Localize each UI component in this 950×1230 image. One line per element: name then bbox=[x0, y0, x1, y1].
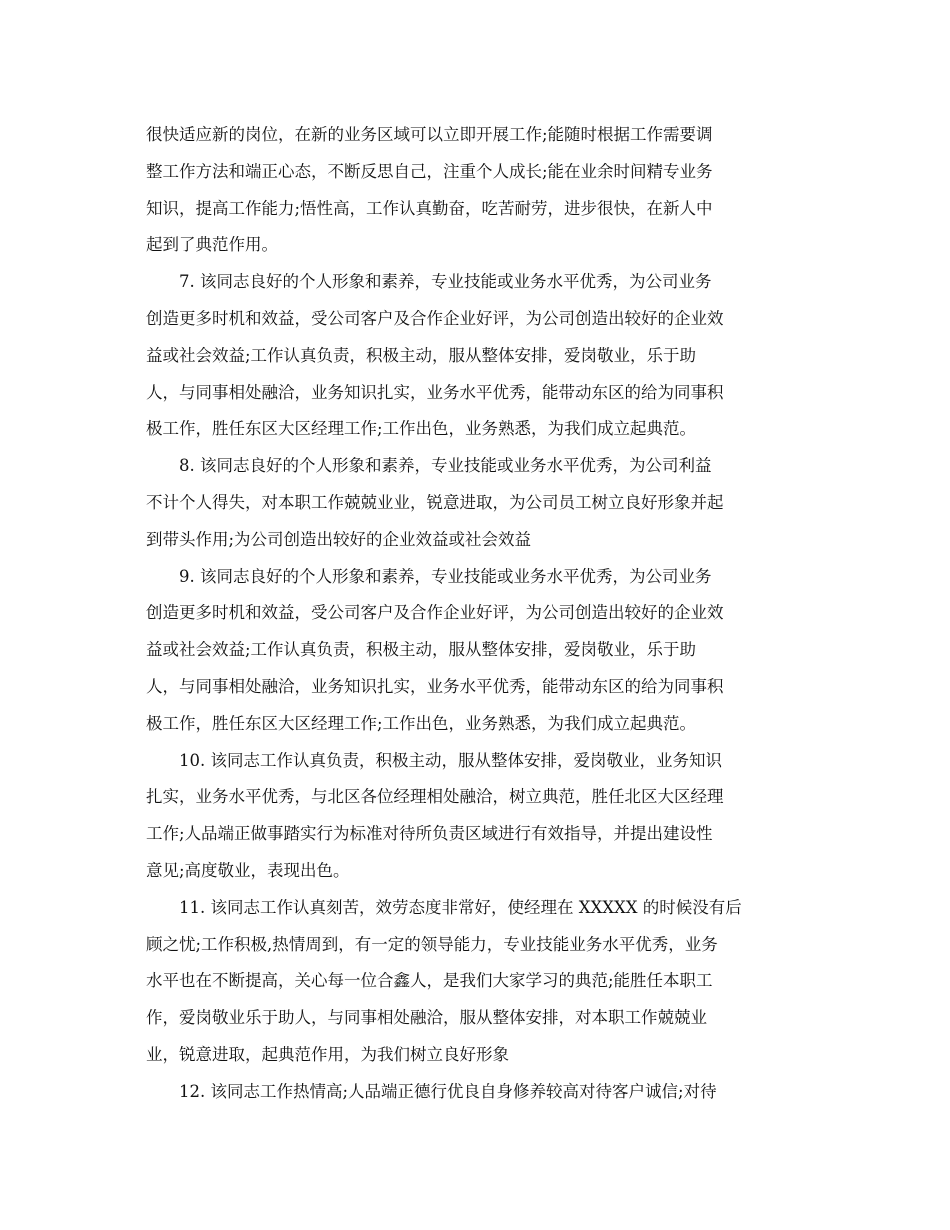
text-line: 11. 该同志工作认真刻苦，效劳态度非常好，使经理在 XXXXX 的时候没有后 bbox=[179, 897, 742, 917]
paragraph-6-continued bbox=[146, 117, 806, 264]
text-line: 知识，提高工作能力;悟性高，工作认真勤奋，吃苦耐劳，进步很快，在新人中 bbox=[146, 198, 713, 218]
paragraph-10 bbox=[146, 743, 806, 890]
text-line: 工作;人品端正做事踏实行为标准对待所负责区域进行有效指导，并提出建设性 bbox=[146, 824, 713, 844]
paragraph-11 bbox=[146, 890, 806, 1074]
text-line: 极工作，胜任东区大区经理工作;工作出色，业务熟悉，为我们成立起典范。 bbox=[146, 419, 697, 439]
text-line: 整工作方法和端正心态，不断反思自己，注重个人成长;能在业余时间精专业务 bbox=[146, 161, 713, 181]
text-line: 7. 该同志良好的个人形象和素养，专业技能或业务水平优秀，为公司业务 bbox=[179, 272, 712, 292]
paragraph-7 bbox=[146, 264, 806, 448]
paragraph-8 bbox=[146, 448, 806, 558]
text-line: 顾之忧;工作积极,热情周到，有一定的领导能力，专业技能业务水平优秀，业务 bbox=[146, 934, 718, 954]
text-line: 很快适应新的岗位，在新的业务区域可以立即开展工作;能随时根据工作需要调 bbox=[146, 125, 713, 144]
text-line: 作，爱岗敬业乐于助人，与同事相处融洽，服从整体安排，对本职工作兢兢业 bbox=[146, 1008, 707, 1028]
text-line: 创造更多时机和效益，受公司客户及合作企业好评，为公司创造出较好的企业效 bbox=[146, 308, 724, 328]
paragraph-12 bbox=[146, 1074, 806, 1111]
text-line: 水平也在不断提高，关心每一位合鑫人，是我们大家学习的典范;能胜任本职工 bbox=[146, 971, 713, 991]
text-line: 不计个人得失，对本职工作兢兢业业，锐意进取，为公司员工树立良好形象并起 bbox=[146, 492, 724, 512]
text-line: 意见;高度敬业，表现出色。 bbox=[146, 860, 350, 880]
text-line: 8. 该同志良好的个人形象和素养，专业技能或业务水平优秀，为公司利益 bbox=[179, 456, 712, 476]
text-line: 人，与同事相处融洽，业务知识扎实，业务水平优秀，能带动东区的给为同事积 bbox=[146, 382, 724, 402]
text-line: 业，锐意进取，起典范作用，为我们树立良好形象 bbox=[146, 1044, 509, 1064]
text-line: 扎实，业务水平优秀，与北区各位经理相处融洽，树立典范，胜任北区大区经理 bbox=[146, 787, 724, 807]
text-line: 益或社会效益;工作认真负责，积极主动，服从整体安排，爱岗敬业，乐于助 bbox=[146, 640, 697, 660]
text-line: 极工作，胜任东区大区经理工作;工作出色，业务熟悉，为我们成立起典范。 bbox=[146, 713, 697, 733]
document-page bbox=[146, 117, 806, 1111]
text-line: 12. 该同志工作热情高;人品端正德行优良自身修养较高对待客户诚信;对待 bbox=[179, 1081, 717, 1101]
text-line: 10. 该同志工作认真负责，积极主动，服从整体安排，爱岗敬业，业务知识 bbox=[179, 750, 722, 770]
text-line: 到带头作用;为公司创造出较好的企业效益或社会效益 bbox=[146, 529, 532, 549]
text-line: 起到了典范作用。 bbox=[146, 235, 278, 255]
paragraph-9 bbox=[146, 559, 806, 743]
text-line: 人，与同事相处融洽，业务知识扎实，业务水平优秀，能带动东区的给为同事积 bbox=[146, 676, 724, 696]
text-line: 益或社会效益;工作认真负责，积极主动，服从整体安排，爱岗敬业，乐于助 bbox=[146, 345, 697, 365]
text-line: 9. 该同志良好的个人形象和素养，专业技能或业务水平优秀，为公司业务 bbox=[179, 566, 712, 586]
text-line: 创造更多时机和效益，受公司客户及合作企业好评，为公司创造出较好的企业效 bbox=[146, 603, 724, 623]
